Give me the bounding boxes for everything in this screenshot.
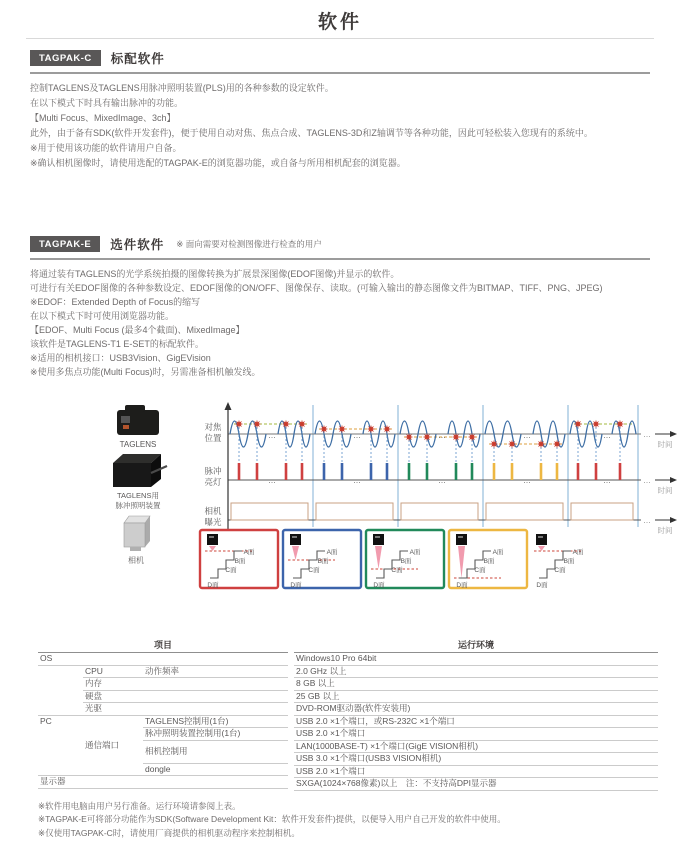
- tagpak-e-title: 选件软件: [110, 238, 165, 252]
- section-c-underline: [30, 72, 650, 74]
- item-cell: 通信端口: [83, 715, 143, 776]
- table-row: [294, 653, 658, 666]
- paragraph-line: ※确认相机图像时，请使用选配的TAGPAK-E的浏览器功能，或自备与所用相机配套的浏览器。: [30, 158, 406, 168]
- environment-cell: 8 GB 以上: [294, 678, 658, 691]
- svg-text:D面: D面: [536, 582, 548, 589]
- item-cell: 显示器: [38, 776, 288, 789]
- svg-text:TAGLENS: TAGLENS: [119, 440, 157, 449]
- item-cell: 相机控制用: [143, 740, 288, 763]
- svg-text:B面: B面: [234, 558, 246, 565]
- section-e-underline: [30, 258, 650, 260]
- table-row: [294, 740, 658, 753]
- svg-text:…: …: [268, 431, 276, 440]
- footnote-line: ※软件用电脑由用户另行准备。运行环境请参阅上表。: [38, 800, 241, 811]
- item-cell: OS: [38, 653, 288, 666]
- table-row: [294, 703, 658, 716]
- paragraph-line: 控制TAGLENS及TAGLENS用脉冲照明装置(PLS)用的各种参数的设定软件。: [30, 83, 334, 93]
- environment-cell: USB 2.0 ×1个端口，或RS-232C ×1个端口: [294, 715, 658, 728]
- svg-text:…: …: [603, 476, 611, 485]
- environment-cell: 25 GB 以上: [294, 690, 658, 703]
- table-row: [294, 690, 658, 703]
- svg-text:…: …: [603, 431, 611, 440]
- svg-text:B面: B面: [483, 558, 495, 565]
- svg-text:…: …: [268, 476, 276, 485]
- svg-text:相机: 相机: [204, 506, 222, 516]
- item-cell: 脉冲照明装置控制用(1台): [143, 728, 288, 741]
- tagpak-e-paragraph: [30, 267, 650, 379]
- table-row: [294, 778, 658, 791]
- item-cell: TAGLENS控制用(1台): [143, 715, 288, 728]
- tagpak-c-badge: TAGPAK-C: [30, 50, 101, 66]
- svg-text:位置: 位置: [204, 433, 222, 443]
- environment-cell: USB 3.0 ×1个端口(USB3 VISION相机): [294, 753, 658, 766]
- svg-text:脉冲: 脉冲: [204, 466, 222, 476]
- svg-text:时间: 时间: [657, 486, 673, 495]
- footnote-line: ※仅使用TAGPAK-C时，请使用厂商提供的相机驱动程序来控制相机。: [38, 827, 300, 838]
- environment-cell: Windows10 Pro 64bit: [294, 653, 658, 666]
- svg-text:…: …: [643, 430, 651, 439]
- item-cell: CPU: [83, 665, 143, 678]
- table-row: [294, 715, 658, 728]
- environment-cell: LAN(1000BASE-T) ×1个端口(GigE VISION相机): [294, 740, 658, 753]
- svg-text:B面: B面: [400, 558, 412, 565]
- paragraph-line: ※用于使用该功能的软件请用户自备。: [30, 143, 182, 153]
- svg-text:D面: D面: [290, 582, 302, 589]
- svg-text:D面: D面: [456, 582, 468, 589]
- timing-diagram-wrap: [0, 401, 680, 603]
- item-cell: PC: [38, 715, 83, 776]
- svg-text:C面: C面: [308, 567, 320, 574]
- tagpak-e-note: ※ 面向需要对检测图像进行检查的用户: [176, 239, 322, 249]
- table-row: [38, 653, 288, 666]
- table-row: [38, 715, 288, 728]
- table-header-items: 项目: [38, 639, 288, 653]
- environment-cell: DVD-ROM驱动器(软件安装用): [294, 703, 658, 716]
- tagpak-e-badge: TAGPAK-E: [30, 236, 100, 252]
- page-title: 软件: [317, 12, 362, 33]
- spec-table-items: [38, 639, 288, 789]
- svg-text:…: …: [523, 476, 531, 485]
- item-cell: [38, 665, 83, 715]
- svg-text:A面: A面: [243, 549, 255, 556]
- paragraph-line: 在以下模式下时可使用浏览器功能。: [30, 311, 175, 321]
- svg-text:TAGLENS用: TAGLENS用: [117, 491, 159, 500]
- paragraph-line: 将通过装有TAGLENS的光学系统拍摄的图像转换为扩展景深图像(EDOF图像)并显示的软件。: [30, 269, 400, 279]
- paragraph-line: 【EDOF、Multi Focus (最多4个截面)、MixedImage】: [30, 325, 245, 335]
- table-row: [294, 728, 658, 741]
- environment-cell: USB 2.0 ×1个端口: [294, 728, 658, 741]
- environment-cell: 2.0 GHz 以上: [294, 665, 658, 678]
- svg-text:A面: A面: [409, 549, 421, 556]
- svg-text:曝光: 曝光: [204, 517, 222, 527]
- svg-text:C面: C面: [391, 567, 403, 574]
- item-cell: 内存: [83, 678, 288, 691]
- svg-text:对焦: 对焦: [204, 422, 222, 432]
- paragraph-line: 该软件是TAGLENS-T1 E-SET的标配软件。: [30, 339, 204, 349]
- paragraph-line: ※EDOF：Extended Depth of Focus的缩写: [30, 297, 201, 307]
- svg-text:相机: 相机: [128, 556, 144, 565]
- environment-cell: SXGA(1024×768像素)以上 注：不支持高DPI显示器: [294, 778, 658, 791]
- svg-text:时间: 时间: [657, 526, 673, 535]
- requirements-table: [38, 639, 658, 791]
- table-row: [294, 753, 658, 766]
- environment-cell: USB 2.0 ×1个端口: [294, 765, 658, 778]
- svg-text:…: …: [353, 476, 361, 485]
- paragraph-line: 此外，由于备有SDK(软件开发套件)，便于使用自动对焦、焦点合成、TAGLENS-3D和Z轴调节等各种功能，因此可轻松装入您现有的系统中。: [30, 128, 593, 138]
- svg-text:D面: D面: [373, 582, 385, 589]
- svg-text:A面: A面: [572, 549, 584, 556]
- paragraph-line: 可进行有关EDOF图像的各种参数设定、EDOF图像的ON/OFF、图像保存、读取。(可输入输出的静态图像文件为BITMAP、TIFF、PNG、JPEG): [30, 283, 603, 293]
- section-tagpak-e-header: [30, 235, 650, 253]
- item-cell: dongle: [143, 763, 288, 776]
- item-cell: 光驱: [83, 703, 288, 716]
- svg-text:B面: B面: [317, 558, 329, 565]
- svg-text:时间: 时间: [657, 440, 673, 449]
- spec-table-environment: [294, 639, 658, 791]
- svg-text:…: …: [643, 476, 651, 485]
- svg-text:C面: C面: [554, 567, 566, 574]
- svg-text:D面: D面: [207, 582, 219, 589]
- item-cell: 动作频率: [143, 665, 288, 678]
- paragraph-line: 在以下模式下时具有输出脉冲的功能。: [30, 98, 184, 108]
- timing-diagram: [93, 401, 678, 599]
- svg-text:…: …: [523, 431, 531, 440]
- paragraph-line: ※适用的相机接口：USB3Vision、GigEVision: [30, 353, 211, 363]
- footnote-line: ※TAGPAK-E可将部分功能作为SDK(Software Development Kit：软件开发套件)提供，以便导入用户自己开发的软件中使用。: [38, 814, 506, 824]
- svg-text:…: …: [353, 431, 361, 440]
- tagpak-c-paragraph: [30, 81, 650, 171]
- svg-text:亮灯: 亮灯: [204, 477, 222, 487]
- svg-text:脉冲照明装置: 脉冲照明装置: [115, 501, 161, 510]
- svg-text:…: …: [643, 516, 651, 525]
- paragraph-line: ※使用多焦点功能(Multi Focus)时，另需准备相机触发线。: [30, 367, 261, 377]
- footnotes: [38, 800, 650, 841]
- svg-text:…: …: [438, 476, 446, 485]
- tagpak-c-title: 标配软件: [110, 52, 165, 66]
- section-tagpak-c-header: [30, 49, 650, 67]
- table-row: [294, 678, 658, 691]
- table-row: [38, 776, 288, 789]
- table-header-environment: 运行环境: [294, 639, 658, 653]
- svg-text:…: …: [438, 431, 446, 440]
- title-divider: [26, 38, 654, 39]
- table-row: [294, 765, 658, 778]
- table-row: [38, 665, 288, 678]
- svg-text:C面: C面: [474, 567, 486, 574]
- svg-text:C面: C面: [225, 567, 237, 574]
- paragraph-line: 【Multi Focus、MixedImage、3ch】: [30, 113, 176, 123]
- item-cell: 硬盘: [83, 690, 288, 703]
- svg-text:B面: B面: [563, 558, 575, 565]
- svg-text:A面: A面: [492, 549, 504, 556]
- table-row: [294, 665, 658, 678]
- svg-text:A面: A面: [326, 549, 338, 556]
